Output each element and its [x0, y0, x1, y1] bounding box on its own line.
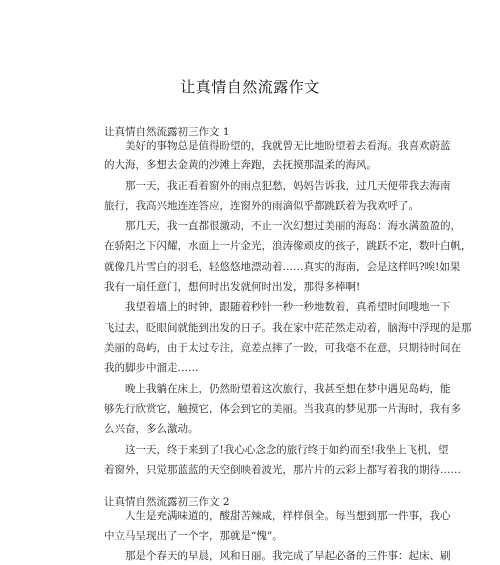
- paragraph-line: 晚上我躺在床上，仍然盼望着这次旅行，我甚至想在梦中遇见岛屿，能: [125, 382, 451, 395]
- paragraph-line: 那几天，我一直都很激动，不止一次幻想过美丽的海岛：海水满盈盈的，: [125, 220, 461, 233]
- paragraph-line: 就像几片雪白的羽毛，轻悠悠地漂动着……真实的海南，会是这样吗?唉!如果: [104, 260, 461, 273]
- paragraph-line: 够先行欣赏它，触摸它，体会到它的美丽。当我真的梦见那一片海时，我有多: [104, 403, 461, 416]
- paragraph-line: 么兴奋，多么激动。: [104, 423, 199, 436]
- paragraph-line: 我望着墙上的时钟，跟随着秒针一秒一秒地数着，真希望时间嗖地一下: [125, 301, 451, 314]
- paragraph-line: 这一天，终于来到了!我心心念念的旅行终于如约而至!我坐上飞机，望: [125, 443, 449, 456]
- paragraph-line: 我的脚步中溜走……: [104, 362, 199, 375]
- paragraph-line: 我有一扇任意门，想何时出发就何时出发，那得多棒啊!: [104, 281, 361, 294]
- section-heading-2: 让真情自然流露初三作文 2: [104, 496, 230, 509]
- section-heading-1: 让真情自然流露初三作文 1: [104, 126, 230, 138]
- paragraph-line: 人生是充满味道的，酸甜苦辣咸，样样俱全。每当想到那一件事，我心: [125, 510, 451, 523]
- paragraph-line: 中立马呈现出了一个字，那就是“愧”。: [104, 529, 283, 542]
- paragraph-line: 那是个春天的早晨，风和日丽。我完成了早起必备的三件事：起床、刷: [125, 550, 451, 562]
- paragraph-line: 那一天，我正看着窗外的雨点犯愁，妈妈告诉我，过几天便带我去海南: [125, 179, 451, 192]
- paragraph-line: 美丽的岛屿，由于太过专注，竟差点摔了一跤，可我毫不在意，只期待时间在: [104, 342, 461, 355]
- document-title: 让真情自然流露作文: [180, 78, 320, 96]
- paragraph-line: 旅行，我高兴地连连答应，连窗外的雨滴似乎都跳跃着为我欢呼了。: [104, 199, 419, 212]
- paragraph-line: 飞过去，眨眼间就能到出发的日子。我在家中茫茫然走动着，脑海中浮现的是那: [104, 321, 472, 334]
- paragraph-line: 在骄阳之下闪耀，水面上一片金光，浪涛像顽皮的孩子，跳跃不定，数叶白帆，: [104, 240, 472, 253]
- paragraph-line: 美好的事物总是值得盼望的，我就曾无比地盼望着去看海。我喜欢蔚蓝: [125, 139, 451, 152]
- paragraph-line: 着窗外，只觉那蓝蓝的天空倒映着波光，那片片的云彩上都写着我的期待……: [104, 464, 461, 477]
- paragraph-line: 的大海，多想去金黄的沙滩上奔跑，去抚摸那温柔的海风。: [104, 159, 377, 172]
